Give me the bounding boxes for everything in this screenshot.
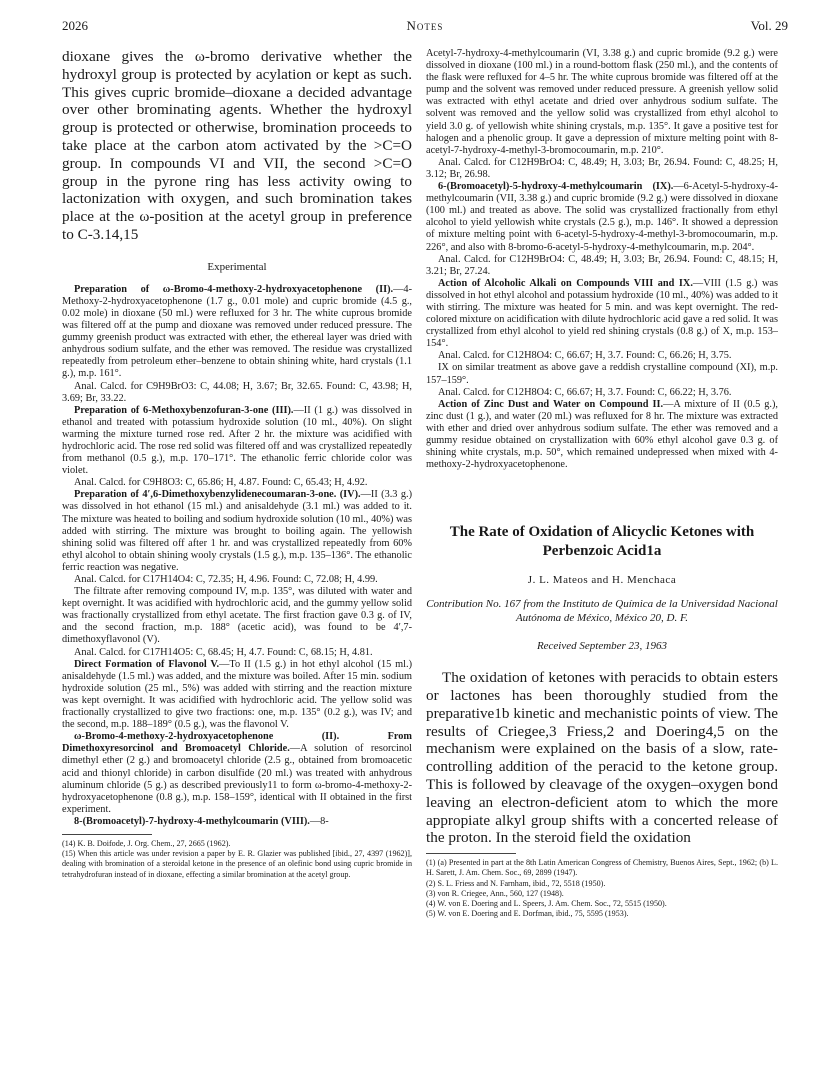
page-number: 2026 <box>62 18 88 33</box>
received-date: Received September 23, 1963 <box>536 640 668 653</box>
procedure-heading: 6-(Bromoacetyl)-5-hydroxy-4-methylcoumarin (IX). <box>438 181 674 193</box>
analysis-ii: Anal. Calcd. for C9H9BrO3: C, 44.08; H, 3.67; Br, 32.65. Found: C, 43.98; H, 3.69; Br, 33.22. <box>62 380 412 404</box>
procedure-text: —II (3.3 g.) was dissolved in hot ethanol (15 ml.) and anisaldehyde (3.1 ml.) was added to it. The mixture was heated to boiling and sodium hydroxide solution (10 ml., 40%) was added with stirring. The mixture was brought to boiling again. The yellowish shining solid was filtered off after 1 hr. and was crystallized repeatedly from 60% ethyl alcohol to obtain shining wooly crystals (1.5 g.), m.p. 135–136°. The ethanolic ferric reaction was negative. <box>62 489 412 573</box>
analysis-xi: Anal. Calcd. for C12H8O4: C, 66.67; H, 3.7. Found: C, 66.22; H, 3.76. <box>438 386 732 398</box>
procedure-text: —A mixture of II (0.5 g.), zinc dust (1 g.), and water (20 ml.) was refluxed for 8 hr. The mixture was extracted with ether and dried over anhydrous sodium sulfate. The ether was removed and a gummy residue obtained on crystallization with 60% ethyl alcohol gave 0.3 g. of shining white crystals, m.p. 50°, which remained undepressed when mixed with 4-methoxy-2-hydroxyacetophenone. <box>426 398 778 471</box>
procedure-heading: Preparation of 4′,6-Dimethoxybenzylidenecoumaran-3-one. (IV). <box>74 489 361 501</box>
volume-label: Vol. 29 <box>750 18 788 33</box>
intro-paragraph: dioxane gives the ω-bromo derivative whether the hydroxyl group is protected by acylation or kept as such. This gives cupric bromide–dioxane a decided advantage over other brominating agents. Whether the hydroxyl group is protected or otherwise, bromination proceeds to take place at the carbon atom activated by the >C=O group. In compounds VI and VII, the second >C=O group in the pyrone ring has less activity owing to lactonization with oxygen, and such bromination takes place at the ω-position at the acetyl group in preference to C-3.14,15 <box>62 48 412 243</box>
procedure-flavonol <box>62 659 412 732</box>
analysis-x: Anal. Calcd. for C12H8O4: C, 66.67; H, 3.7. Found: C, 66.26; H, 3.75. <box>438 350 732 362</box>
section-name: Notes <box>406 18 444 33</box>
footnotes-right <box>426 858 778 919</box>
section-heading-experimental: Experimental <box>207 260 267 273</box>
procedure-text: —VIII (1.5 g.) was dissolved in hot ethyl alcohol and potassium hydroxide (10 ml., 40%) was added to it with stirring. The mixture was heated for 5 min. and was kept overnight. The red-colored mixture on acidification with dilute hydrochloric acid gave a red solid. It was crystallized from ethyl alcohol to yield red shining crystals (0.8 g.) of X, m.p. 153–154°. <box>426 277 778 350</box>
left-column <box>62 48 412 1056</box>
procedure-text: —II (1 g.) was dissolved in ethanol and treated with potassium hydroxide solution (10 ml., 40%). On slight warming the mixture turned rose red. After 2 hr. the mixture was acidified with hydrochloric acid. The rose red solid was filtered off and was crystallized repeatedly from methanol (0.5 g.), m.p. 170–171°. The ethanolic ferric chloride color was violet. <box>62 404 412 477</box>
procedure-zinc <box>426 399 778 472</box>
article-body: The oxidation of ketones with peracids to obtain esters or lactones has been thoroughly studied from the preparative1b kinetic and mechanistic points of view. The results of Criegee,3 Friess,2 and Doering4,5 on the mechanism were explained on the basis of a slow, rate-controlling addition of the peracid to the ketone group. This is followed by cleavage of the oxygen–oxygen bond leaving an electron-deficient atom to which the more appropiate alkyl group shifts with a concerted release of the proton. In the steroid field the oxidation <box>426 669 778 847</box>
footnote-5: (5) W. von E. Doering and E. Dorfman, ibid., 75, 5595 (1953). <box>426 909 629 919</box>
running-header <box>62 18 788 36</box>
procedure-heading: Preparation of 6-Methoxybenzofuran-3-one (III). <box>74 404 294 416</box>
footnote-15: (15) When this article was under revision a paper by E. R. Glazier was published [ibid., 27, 4397 (1962)], dealing with bromination of a steroidal ketone in the presence of an olefinic bond using cupric bromide in tetrahydrofuran instead of in dioxane, effecting a similar bromination at the acetyl group. <box>62 849 412 879</box>
procedure-ii-alt <box>62 731 412 816</box>
footnote-rule <box>426 853 516 854</box>
procedure-ii <box>62 284 412 381</box>
procedure-viii-continued: Acetyl-7-hydroxy-4-methylcoumarin (VI, 3.38 g.) and cupric bromide (9.2 g.) were dissolved in dioxane (100 ml.) in a round-bottom flask (250 ml.), and the contents of the flask were refluxed for 4–5 hr. The white cuprous bromide was filtered off at the pump and the solvent was removed under reduced pressure. A greenish yellow solid was extracted with ethyl acetate and dried over anhydrous sodium sulfate. The solvent was removed and the yellow solid was crystallized from ethyl alcohol to yield 3.0 g. of yellowish white shining crystals, m.p. 135°. It gave a positive test for halogen and a phenolic group. It gave a depression of mixture melting point with 8-acetyl-7-hydroxy-4-methyl-3-bromocoumarin, m.p. 210°. <box>426 48 778 156</box>
procedure-text: —To II (1.5 g.) in hot ethyl alcohol (15 ml.) anisaldehyde (1.5 ml.) was added, and the mixture was boiled. After 15 min. sodium hydroxide solution (25 ml., 5%) was added with stirring and the reaction mixture was kept overnight. It was acidified with hydrochloric acid. The yellow solid was fractionally crystallized to give two fractions: one, m.p. 135° (0.2 g.), was IV; and the second, m.p. 188–189° (0.5 g.), was the flavonol V. <box>62 658 412 731</box>
analysis-iv: Anal. Calcd. for C17H14O4: C, 72.35; H, 4.96. Found: C, 72.08; H, 4.99. <box>74 574 378 586</box>
right-column <box>426 48 778 1056</box>
footnote-3: (3) von R. Criegee, Ann., 560, 127 (1948). <box>426 888 564 898</box>
ix-treatment: IX on similar treatment as above gave a reddish crystalline compound (XI), m.p. 157–159°. <box>426 362 778 386</box>
analysis-viii: Anal. Calcd. for C12H9BrO4: C, 48.49; H, 3.03; Br, 26.94. Found: C, 48.25; H, 3.12; Br, 26.98. <box>426 156 778 180</box>
article-title: The Rate of Oxidation of Alicyclic Ketones with Perbenzoic Acid1a <box>449 524 755 560</box>
footnote-14: (14) K. B. Doifode, J. Org. Chem., 27, 2665 (1962). <box>62 838 231 848</box>
procedure-iii <box>62 405 412 478</box>
analysis-ix: Anal. Calcd. for C12H9BrO4: C, 48.49; H, 3.03; Br, 26.94. Found: C, 48.15; H, 3.21; Br, 27.24. <box>426 253 778 277</box>
procedure-heading: Preparation of ω-Bromo-4-methoxy-2-hydroxyacetophenone (II). <box>74 283 394 295</box>
procedure-text: —A solution of resorcinol dimethyl ether (2 g.) and bromoacetyl chloride (2.5 g., obtained from bromoacetic acid and thionyl chloride) in carbon disulfide (20 ml.) was treated with anhydrous aluminum chloride (5 g.) as described previously11 to form ω-bromo-4-methoxy-2-hydroxyacetophenone (0.8 g.), m.p. 158–159°, identical with II obtained in the first experiment. <box>62 743 412 815</box>
footnote-rule <box>62 834 152 835</box>
procedure-alkali <box>426 278 778 351</box>
footnotes-left <box>62 839 412 880</box>
procedure-heading: Action of Alcoholic Alkali on Compounds VIII and IX. <box>438 277 693 289</box>
procedure-viii <box>62 816 412 828</box>
footnote-1: (1) (a) Presented in part at the 8th Latin American Congress of Chemistry, Buenos Aires, Sept., 1962; (b) L. H. Sarett, J. Am. Chem. Soc., 69, 2899 (1947). <box>426 858 778 878</box>
analysis-iii: Anal. Calcd. for C9H8O3: C, 65.86; H, 4.87. Found: C, 65.43; H, 4.92. <box>74 477 368 489</box>
procedure-text: —6-Acetyl-5-hydroxy-4-methylcoumarin (VII, 3.38 g.) and cupric bromide (9.2 g.) were dissolved in dioxane (100 ml.) and treated as above. The solid was crystallized fractionally from ethyl alcohol to yield yellowish white crystals (2.5 g.), m.p. 146°. It showed a depression of mixture melting point with 6-acetyl-5-hydroxy-4-methyl-3-bromocoumarin, m.p. 226°, and also with 8-bromo-6-acetyl-5-hydroxy-4-methylcoumarin, m.p. 204°. <box>426 181 778 253</box>
filtrate-paragraph: The filtrate after removing compound IV, m.p. 135°, was diluted with water and kept overnight. It was acidified with hydrochloric acid, and the gummy yellow solid was fractionally crystallized from ethyl acetate. The first fraction gave 0.3 g. of IV, and the second fraction, m.p. 188° (acetic acid), was found to be 4′,7-dimethoxyflavonol (V). <box>62 586 412 646</box>
contribution-note: Contribution No. 167 from the Instituto de Química de la Universidad Nacional Autónoma de México, México 20, D. F. <box>426 598 778 625</box>
footnote-4: (4) W. von E. Doering and L. Speers, J. Am. Chem. Soc., 72, 5515 (1950). <box>426 899 667 909</box>
footnote-2: (2) S. L. Friess and N. Farnham, ibid., 72, 5518 (1950). <box>426 878 606 888</box>
procedure-heading: 8-(Bromoacetyl)-7-hydroxy-4-methylcoumarin (VIII). <box>74 815 310 827</box>
procedure-iv <box>62 489 412 574</box>
procedure-heading: Action of Zinc Dust and Water on Compound II. <box>438 398 664 410</box>
procedure-ix <box>426 181 778 254</box>
procedure-text: —8- <box>309 815 329 827</box>
article-authors: J. L. Mateos and H. Menchaca <box>527 574 677 587</box>
procedure-heading: ω-Bromo-4-methoxy-2-hydroxyacetophenone (II). From Dimethoxyresorcinol and Bromoacetyl Chloride. <box>62 731 412 755</box>
analysis-v: Anal. Calcd. for C17H14O5: C, 68.45; H, 4.7. Found: C, 68.15; H, 4.81. <box>74 646 373 658</box>
procedure-heading: Direct Formation of Flavonol V. <box>74 658 220 670</box>
procedure-text: —4-Methoxy-2-hydroxyacetophenone (1.7 g., 0.01 mole) and cupric bromide (4.5 g., 0.02 mole) in dioxane (50 ml.) were refluxed for 3 hr. The white cuprous bromide was filtered off at the pump and dioxane was removed under reduced pressure. The gummy greenish product was extracted with ether, the ethereal layer was dried with anhydrous sodium sulfate, and the ether was removed. The residue was crystallized repeatedly from petroleum ether–benzene to obtain shining white, hard crystals (1.1 g.), m.p. 161°. <box>62 283 412 380</box>
